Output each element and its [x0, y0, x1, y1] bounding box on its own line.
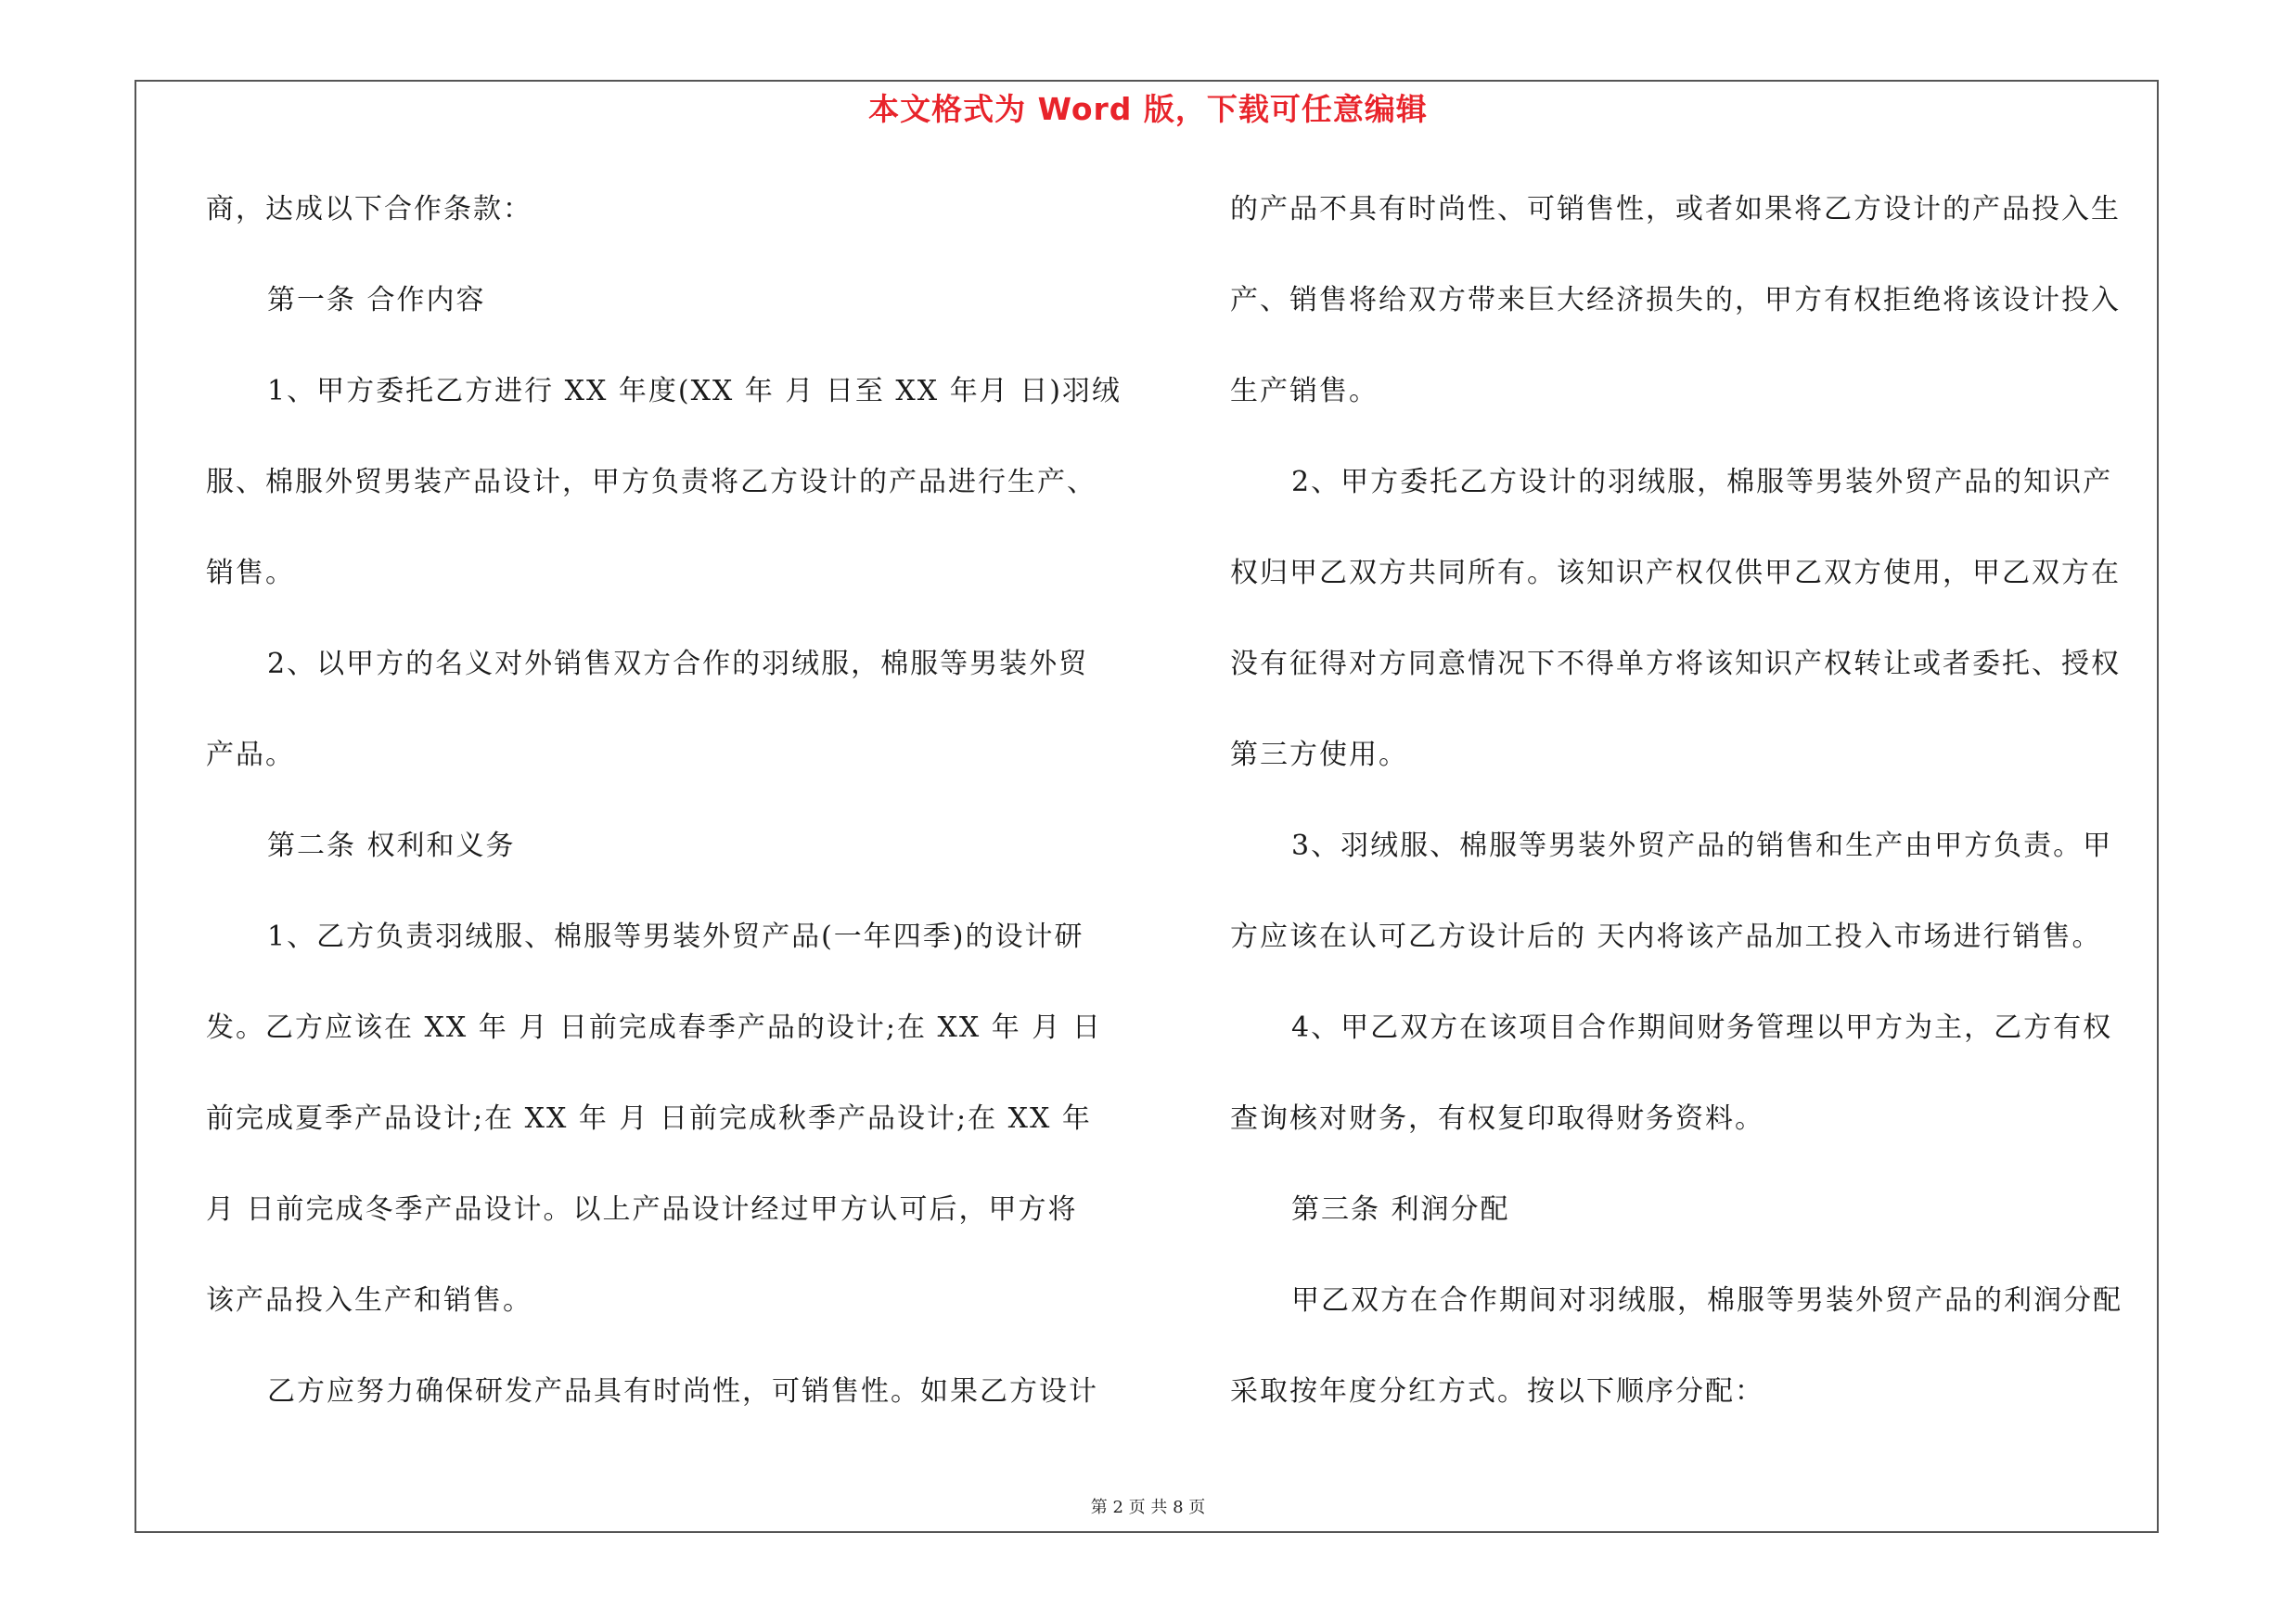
text-line: 生产销售。: [1230, 375, 1379, 407]
text-line: 4、甲乙双方在该项目合作期间财务管理以甲方为主，乙方有权: [1291, 1011, 2113, 1044]
text-line: 第一条 合作内容: [267, 284, 486, 316]
text-line: 月 日前完成冬季产品设计。以上产品设计经过甲方认可后，甲方将: [206, 1193, 1078, 1226]
text-line: 的产品不具有时尚性、可销售性，或者如果将乙方设计的产品投入生: [1230, 193, 2121, 225]
text-line: 产、销售将给双方带来巨大经济损失的，甲方有权拒绝将该设计投入: [1230, 284, 2121, 316]
text-line: 服、棉服外贸男装产品设计，甲方负责将乙方设计的产品进行生产、: [206, 466, 1097, 498]
text-line: 1、甲方委托乙方进行 XX 年度(XX 年 月 日至 XX 年月 日)羽绒: [267, 375, 1122, 407]
text-line: 第三方使用。: [1230, 739, 1408, 771]
text-line: 权归甲乙双方共同所有。该知识产权仅供甲乙双方使用，甲乙双方在: [1230, 557, 2121, 589]
text-line: 发。乙方应该在 XX 年 月 日前完成春季产品的设计;在 XX 年 月 日: [206, 1011, 1102, 1044]
text-line: 2、甲方委托乙方设计的羽绒服，棉服等男装外贸产品的知识产: [1291, 466, 2113, 498]
word-format-banner: 本文格式为 Word 版，下载可任意编辑: [868, 91, 1428, 127]
text-line: 没有征得对方同意情况下不得单方将该知识产权转让或者委托、授权: [1230, 648, 2121, 680]
left-text-column: [206, 182, 1152, 1455]
text-line: 该产品投入生产和销售。: [206, 1284, 532, 1317]
text-line: 采取按年度分红方式。按以下顺序分配：: [1230, 1375, 1764, 1408]
text-line: 方应该在认可乙方设计后的 天内将该产品加工投入市场进行销售。: [1230, 921, 2102, 953]
text-line: 1、乙方负责羽绒服、棉服等男装外贸产品(一年四季)的设计研: [267, 921, 1084, 953]
text-line: 第三条 利润分配: [1291, 1193, 1510, 1226]
text-line: 查询核对财务，有权复印取得财务资料。: [1230, 1102, 1764, 1135]
text-line: 甲乙双方在合作期间对羽绒服，棉服等男装外贸产品的利润分配: [1291, 1284, 2123, 1317]
text-line: 乙方应努力确保研发产品具有时尚性，可销售性。如果乙方设计: [267, 1375, 1098, 1408]
text-line: 第二条 权利和义务: [267, 830, 516, 862]
text-line: 产品。: [206, 739, 295, 771]
text-line: 销售。: [206, 557, 295, 589]
text-line: 前完成夏季产品设计;在 XX 年 月 日前完成秋季产品设计;在 XX 年: [206, 1102, 1092, 1135]
right-text-column: [1230, 182, 2148, 1455]
page-number-footer: 第 2 页 共 8 页: [1090, 1498, 1206, 1517]
text-line: 2、以甲方的名义对外销售双方合作的羽绒服，棉服等男装外贸: [267, 648, 1089, 680]
text-line: 商，达成以下合作条款：: [206, 193, 532, 225]
text-line: 3、羽绒服、棉服等男装外贸产品的销售和生产由甲方负责。甲: [1291, 830, 2113, 862]
